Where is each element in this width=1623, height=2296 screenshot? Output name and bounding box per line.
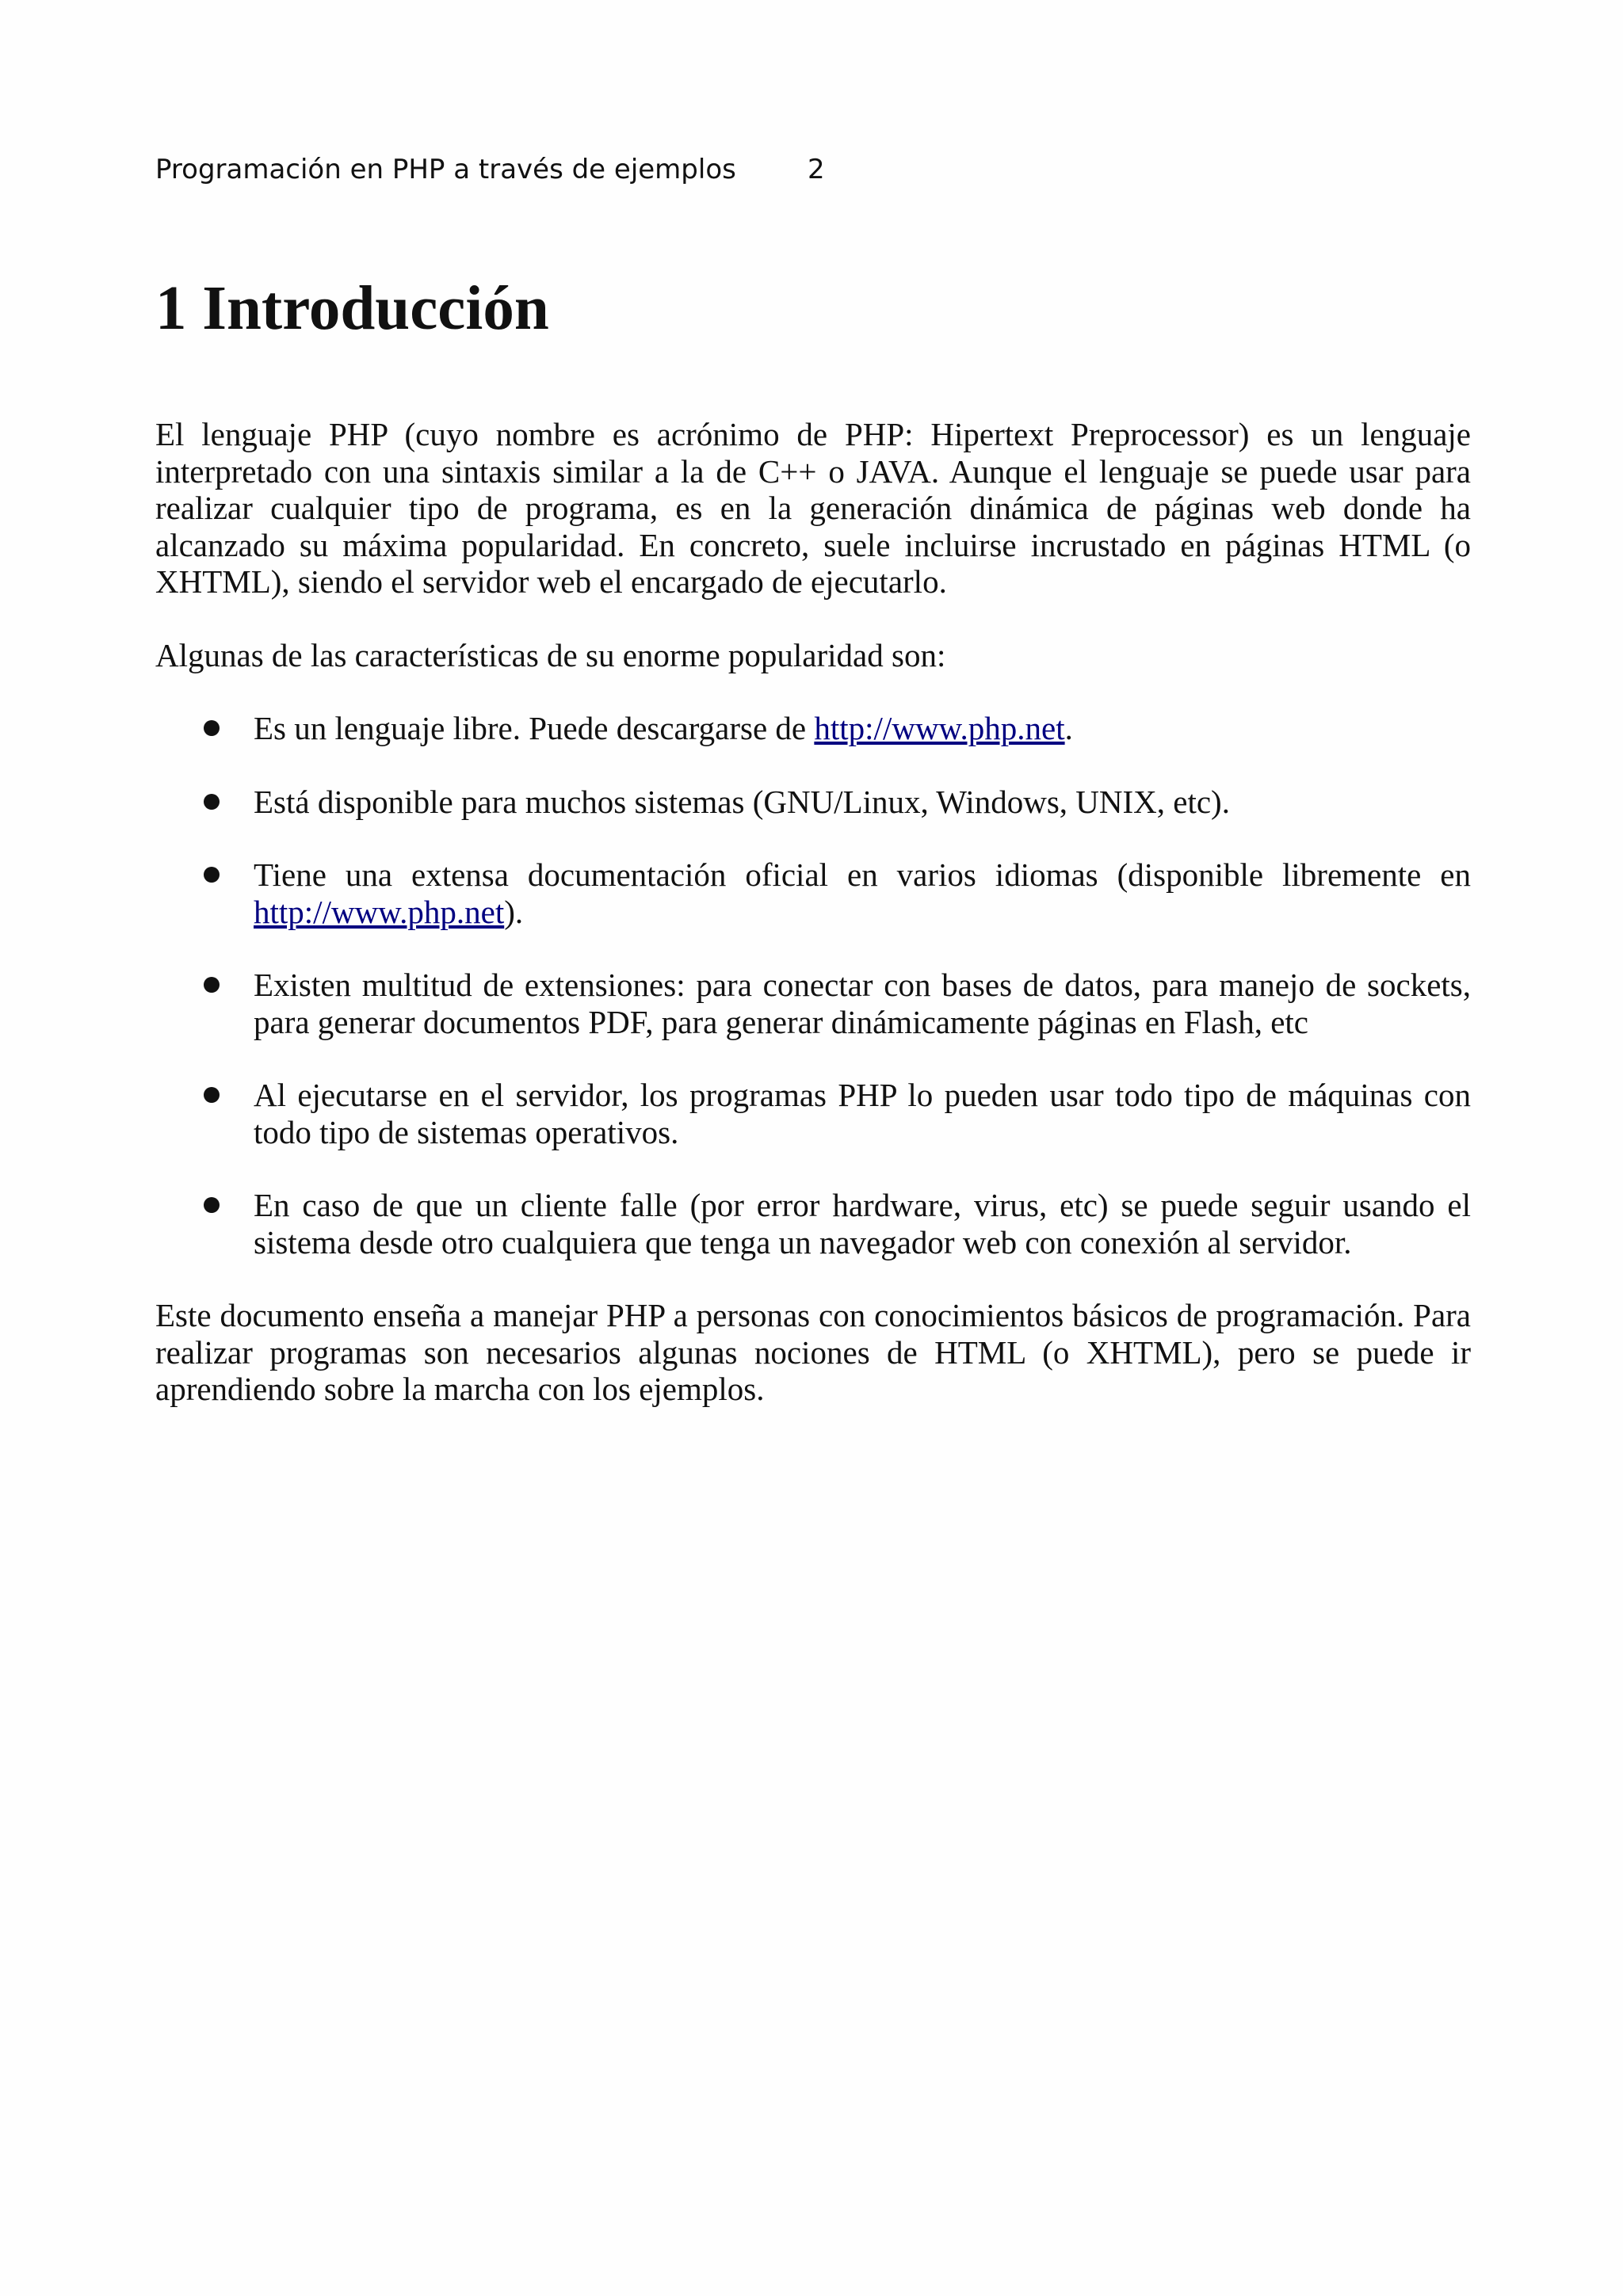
bullet-icon [204, 1197, 220, 1213]
feature-text: Es un lenguaje libre. Puede descargarse de [254, 710, 815, 746]
feature-item [155, 967, 1471, 1040]
bullet-icon [204, 977, 220, 993]
header-title: Programación en PHP a través de ejemplos [155, 154, 736, 185]
feature-text: Está disponible para muchos sistemas (GNU/Linux, Windows, UNIX, etc). [254, 783, 1230, 820]
php-net-link[interactable]: http://www.php.net [814, 710, 1065, 746]
feature-text: Tiene una extensa documentación oficial en varios idiomas (disponible libremente en [254, 856, 1471, 893]
feature-item [155, 784, 1471, 821]
page-content [155, 269, 1471, 1408]
php-net-link[interactable]: http://www.php.net [254, 893, 505, 930]
feature-item [155, 1077, 1471, 1150]
bullet-icon [204, 867, 220, 883]
bullet-icon [204, 1087, 220, 1103]
feature-item [155, 1187, 1471, 1261]
feature-text-suffix: . [1064, 710, 1073, 746]
chapter-title: 1 Introducción [155, 274, 549, 343]
feature-text: Al ejecutarse en el servidor, los programas PHP lo pueden usar todo tipo de máquinas con todo tipo de sistemas operativos. [254, 1077, 1471, 1150]
running-header [155, 154, 825, 185]
bullet-icon [204, 794, 220, 810]
feature-list [155, 710, 1471, 1261]
closing-paragraph: Este documento enseña a manejar PHP a personas con conocimientos básicos de programación. Para realizar programas son necesarios algunas nociones de HTML (o XHTML), pero se puede ir aprendiendo sobre la marcha con los ejemplos. [155, 1297, 1471, 1407]
feature-item [155, 856, 1471, 930]
feature-item [155, 710, 1471, 747]
feature-text: En caso de que un cliente falle (por error hardware, virus, etc) se puede seguir usando el sistema desde otro cualquiera que tenga un navegador web con conexión al servidor. [254, 1187, 1471, 1261]
bullet-icon [204, 720, 220, 736]
feature-text: Existen multitud de extensiones: para conectar con bases de datos, para manejo de sockets, para generar documentos PDF, para generar dinámicamente páginas en Flash, etc [254, 967, 1471, 1040]
page-number: 2 [808, 154, 825, 185]
intro-paragraph: El lenguaje PHP (cuyo nombre es acrónimo de PHP: Hipertext Preprocessor) es un lenguaje interpretado con una sintaxis similar a la de C++ o JAVA. Aunque el lenguaje se puede usar para realizar cualquier tipo de programa, es en la generación dinámica de páginas web donde ha alcanzado su máxima popularidad. En concreto, suele incluirse incrustado en páginas HTML (o XHTML), siendo el servidor web el encargado de ejecutarlo. [155, 416, 1471, 600]
features-intro: Algunas de las características de su enorme popularidad son: [155, 636, 946, 673]
feature-text-suffix: ). [504, 893, 524, 930]
